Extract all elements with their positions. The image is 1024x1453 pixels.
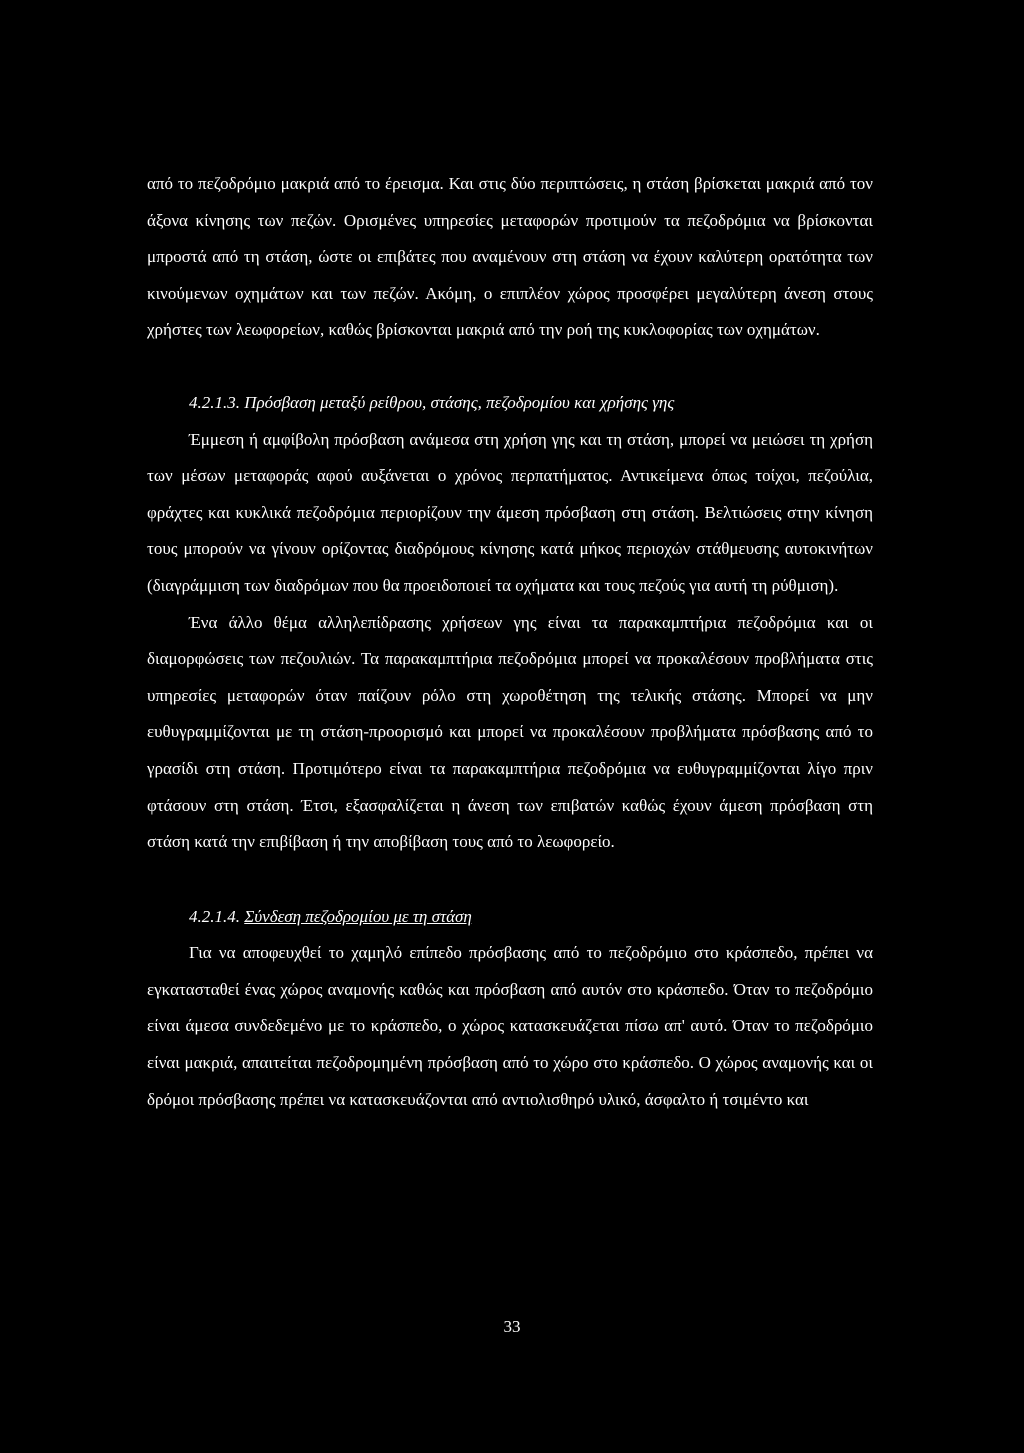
paragraph-sidewalk-connection: Για να αποφευχθεί το χαμηλό επίπεδο πρόσβασης από το πεζοδρόμιο στο κράσπεδο, πρέπει να εγκατασταθεί ένας χώρος αναμονής καθώς και πρόσβαση από αυτόν στο κράσπεδο. Όταν το πεζοδρόμιο είναι άμεσα συνδεδεμένο με το κράσπεδο, ο χώρος κατασκευάζεται πίσω απ' αυτό. Όταν το πεζοδρόμιο είναι μακριά, απαιτείται πεζοδρομημένη πρόσβαση από το χώρο στο κράσπεδο. Ο χώρος αναμονής και οι δρόμοι πρόσβασης πρέπει να κατασκευάζονται από αντιολισθηρό υλικό, άσφαλτο ή τσιμέντο και <box>147 943 873 1109</box>
document-page <box>147 166 873 1118</box>
section-spacer <box>147 349 873 385</box>
section-heading-4-2-1-4 <box>147 899 873 936</box>
section-heading-4-2-1-3 <box>147 385 873 422</box>
paragraph-access-1: Έμμεση ή αμφίβολη πρόσβαση ανάμεσα στη χρήση γης και τη στάση, μπορεί να μειώσει τη χρήση των μέσων μεταφοράς αφού αυξάνεται ο χρόνος περπατήματος. Αντικείμενα όπως τοίχοι, πεζούλια, φράχτες και κυκλικά πεζοδρόμια περιορίζουν την άμεση πρόσβαση στη στάση. Βελτιώσεις στην κίνηση τους μπορούν να γίνουν ορίζοντας διαδρόμους κίνησης κατά μήκος περιοχών στάθμευσης αυτοκινήτων (διαγράμμιση των διαδρόμων που θα προειδοποιεί τα οχήματα και τους πεζούς για αυτή τη ρύθμιση). <box>147 429 873 595</box>
section-spacer <box>147 861 873 899</box>
page-number: 33 <box>503 1317 521 1336</box>
paragraph-access-2: Ένα άλλο θέμα αλληλεπίδρασης χρήσεων γης είναι τα παρακαμπτήρια πεζοδρόμια και οι διαμορφώσεις των πεζουλιών. Τα παρακαμπτήρια πεζοδρόμια μπορεί να προκαλέσουν προβλήματα στις υπηρεσίες μεταφορών όταν παίζουν ρόλο στη χωροθέτηση της τελικής στάσης. Μπορεί να μην ευθυγραμμίζονται με τη στάση-προορισμό και μπορεί να προκαλέσουν προβλήματα πρόσβασης από το γρασίδι στη στάση. Προτιμότερο είναι τα παρακαμπτήρια πεζοδρόμια να ευθυγραμμίζονται λίγο πριν φτάσουν στη στάση. Έτσι, εξασφαλίζεται η άνεση των επιβατών καθώς έχουν άμεση πρόσβαση στη στάση κατά την επιβίβαση ή την αποβίβαση τους από το λεωφορείο. <box>147 612 873 852</box>
section-title: Σύνδεση πεζοδρομίου με τη στάση <box>244 906 472 926</box>
section-number: 4.2.1.4. <box>189 906 240 926</box>
section-title: Πρόσβαση μεταξύ ρείθρου, στάσης, πεζοδρομίου και χρήσης γης <box>244 392 675 412</box>
paragraph-continuation: από το πεζοδρόμιο μακριά από το έρεισμα. Και στις δύο περιπτώσεις, η στάση βρίσκεται μακριά από τον άξονα κίνησης των πεζών. Ορισμένες υπηρεσίες μεταφορών προτιμούν τα πεζοδρόμια να βρίσκονται μπροστά από τη στάση, ώστε οι επιβάτες που αναμένουν στη στάση να έχουν καλύτερη ορατότητα των κινούμενων οχημάτων και των πεζών. Ακόμη, ο επιπλέον χώρος προσφέρει μεγαλύτερη άνεση στους χρήστες των λεωφορείων, καθώς βρίσκονται μακριά από την ροή της κυκλοφορίας των οχημάτων. <box>147 174 873 340</box>
section-number: 4.2.1.3. <box>189 392 240 412</box>
